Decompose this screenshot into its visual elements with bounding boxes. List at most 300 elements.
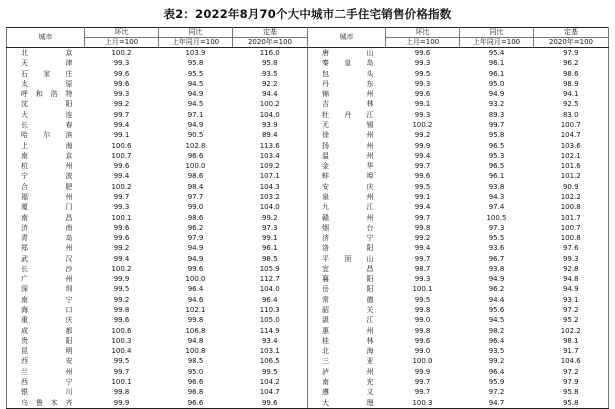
cell-right-mom: 100.2 xyxy=(412,120,433,129)
header-fixed-base-right: 2020年=100 xyxy=(534,38,609,48)
cell-left-yoy: 102.8 xyxy=(185,141,206,150)
cell-right-yoy: 97.3 xyxy=(488,223,505,232)
cell-right-fixed: 104.7 xyxy=(534,130,609,140)
cell-left-mom: 99.2 xyxy=(113,244,130,253)
cell-left-fixed: 106.5 xyxy=(233,356,308,366)
cell-left-fixed: 104.2 xyxy=(233,377,308,387)
cell-right-fixed: 101.2 xyxy=(534,171,609,181)
cell-left-fixed: 99.1 xyxy=(233,233,308,243)
cell-left-yoy: 96.6 xyxy=(159,398,233,409)
cell-right-city: 遵 义 xyxy=(308,387,386,397)
cell-right-mom: 99.4 xyxy=(414,203,431,212)
cell-right-mom: 99.0 xyxy=(414,316,431,325)
cell-right-fixed: 99.3 xyxy=(534,254,609,264)
cell-left-yoy: 94.6 xyxy=(187,295,204,304)
cell-left-fixed: 104.0 xyxy=(233,202,308,212)
cell-right-city: 南 充 xyxy=(308,377,386,387)
cell-right-fixed: 100.7 xyxy=(534,223,609,233)
cell-left-fixed: 116.0 xyxy=(233,48,308,59)
cell-left-mom: 99.6 xyxy=(113,69,130,78)
cell-right-city: 北 海 xyxy=(308,346,386,356)
cell-right-city: 岳 阳 xyxy=(308,284,386,294)
cell-right-yoy: 97.2 xyxy=(488,388,505,397)
table-row xyxy=(7,213,609,223)
cell-right-fixed: 97.9 xyxy=(534,48,609,59)
cell-right-mom: 99.8 xyxy=(414,306,431,315)
cell-right-yoy: 96.4 xyxy=(488,367,505,376)
cell-left-yoy: 97.9 xyxy=(187,234,204,243)
cell-left-city: 银 川 xyxy=(7,387,85,397)
price-index-table xyxy=(6,27,609,409)
cell-left-city: 乌鲁木齐 xyxy=(7,398,85,409)
cell-left-mom: 99.3 xyxy=(113,203,130,212)
cell-right-city: 包 头 xyxy=(308,69,386,79)
cell-left-city: 武 汉 xyxy=(7,254,85,264)
cell-left-city: 石家庄 xyxy=(7,69,85,79)
cell-right-yoy: 96.7 xyxy=(488,254,505,263)
cell-right-fixed: 101.6 xyxy=(534,161,609,171)
cell-left-city: 青 岛 xyxy=(7,233,85,243)
cell-right-city: 吉 林 xyxy=(308,99,386,109)
cell-left-fixed: 105.0 xyxy=(233,315,308,325)
cell-left-yoy: 94.9 xyxy=(187,120,204,129)
cell-right-city: 金 华 xyxy=(308,161,386,171)
table-row xyxy=(7,356,609,366)
cell-right-yoy: 94.7 xyxy=(460,398,534,409)
cell-right-fixed: 100.8 xyxy=(534,202,609,212)
cell-left-fixed: 105.9 xyxy=(233,264,308,274)
cell-left-fixed: 104.0 xyxy=(233,110,308,120)
cell-left-city: 上 海 xyxy=(7,141,85,151)
cell-right-city: 宜 昌 xyxy=(308,264,386,274)
cell-left-city: 北 京 xyxy=(7,48,85,59)
cell-left-mom: 100.6 xyxy=(111,141,132,150)
header-yoy-right: 同比 xyxy=(460,28,534,38)
cell-right-city: 湛 江 xyxy=(308,315,386,325)
cell-right-fixed: 95.2 xyxy=(534,315,609,325)
cell-right-fixed: 95.8 xyxy=(534,398,609,409)
table-row xyxy=(7,58,609,68)
cell-right-mom: 99.3 xyxy=(414,79,431,88)
cell-left-city: 长 沙 xyxy=(7,264,85,274)
cell-right-fixed: 104.6 xyxy=(534,356,609,366)
table-row xyxy=(7,120,609,130)
cell-left-city: 天 津 xyxy=(7,58,85,68)
cell-right-fixed: 98.1 xyxy=(534,336,609,346)
cell-left-mom: 99.6 xyxy=(113,316,130,325)
cell-right-yoy: 99.2 xyxy=(488,357,505,366)
cell-right-mom: 99.5 xyxy=(414,69,431,78)
cell-right-city: 徐 州 xyxy=(308,130,386,140)
cell-right-mom: 99.9 xyxy=(414,367,431,376)
cell-left-city: 南 宁 xyxy=(7,295,85,305)
cell-right-fixed: 98.6 xyxy=(534,69,609,79)
cell-left-fixed: 103.4 xyxy=(233,151,308,161)
table-row xyxy=(7,141,609,151)
cell-right-yoy: 93.5 xyxy=(488,347,505,356)
cell-right-city: 平顶山 xyxy=(308,254,386,264)
cell-right-city: 泉 州 xyxy=(308,192,386,202)
cell-right-yoy: 94.9 xyxy=(488,90,505,99)
table-row xyxy=(7,202,609,212)
cell-left-fixed: 89.4 xyxy=(233,130,308,140)
table-body xyxy=(7,48,609,409)
cell-right-yoy: 96.1 xyxy=(488,172,505,181)
cell-left-yoy: 90.5 xyxy=(187,131,204,140)
cell-right-yoy: 95.3 xyxy=(488,151,505,160)
cell-left-city: 广 州 xyxy=(7,274,85,284)
cell-right-yoy: 93.8 xyxy=(488,182,505,191)
cell-left-city: 海 口 xyxy=(7,305,85,315)
cell-left-fixed: 104.7 xyxy=(233,387,308,397)
cell-left-yoy: 95.5 xyxy=(187,69,204,78)
cell-left-mom: 99.2 xyxy=(113,295,130,304)
cell-left-fixed: 113.6 xyxy=(233,141,308,151)
cell-right-fixed: 102.2 xyxy=(534,326,609,336)
table-row xyxy=(7,130,609,140)
cell-right-mom: 99.8 xyxy=(414,223,431,232)
header-city-left: 城市 xyxy=(7,28,85,48)
cell-left-mom: 99.8 xyxy=(113,306,130,315)
cell-left-city: 杭 州 xyxy=(7,161,85,171)
cell-right-yoy: 95.9 xyxy=(488,378,505,386)
cell-left-fixed: 92.2 xyxy=(233,79,308,89)
cell-right-yoy: 93.2 xyxy=(488,100,505,109)
cell-left-yoy: 98.4 xyxy=(187,182,204,191)
cell-left-city: 呼和浩特 xyxy=(7,89,85,99)
cell-right-mom: 99.0 xyxy=(414,347,431,356)
cell-right-yoy: 94.3 xyxy=(488,192,505,201)
cell-right-mom: 99.2 xyxy=(414,234,431,243)
header-mom-base-right: 上月=100 xyxy=(386,38,460,48)
header-mom-left: 环比 xyxy=(85,28,159,38)
cell-left-yoy: 99.6 xyxy=(187,264,204,273)
cell-right-city: 泸 州 xyxy=(308,367,386,377)
table-row xyxy=(7,336,609,346)
cell-right-yoy: 94.4 xyxy=(488,295,505,304)
cell-left-mom: 99.6 xyxy=(113,162,130,171)
table-row xyxy=(7,192,609,202)
cell-right-mom: 99.9 xyxy=(414,141,431,150)
cell-left-mom: 99.4 xyxy=(113,120,130,129)
cell-right-yoy: 100.5 xyxy=(486,213,507,222)
cell-right-mom: 99.5 xyxy=(414,295,431,304)
table-header xyxy=(7,28,609,48)
cell-left-fixed: 107.1 xyxy=(233,171,308,181)
cell-right-fixed: 102.1 xyxy=(534,151,609,161)
cell-left-fixed: 93.4 xyxy=(233,336,308,346)
cell-right-city: 襄 阳 xyxy=(308,274,386,284)
table-row xyxy=(7,79,609,89)
cell-right-mom: 99.2 xyxy=(414,131,431,140)
cell-right-fixed: 100.7 xyxy=(534,120,609,130)
cell-left-mom: 99.1 xyxy=(113,131,130,140)
header-fixed-right: 定基 xyxy=(534,28,609,38)
cell-left-fixed: 100.2 xyxy=(233,99,308,109)
cell-left-yoy: 96.6 xyxy=(187,151,204,160)
cell-right-yoy: 96.5 xyxy=(488,141,505,150)
cell-right-fixed: 90.9 xyxy=(534,182,609,192)
table-row xyxy=(7,223,609,233)
cell-left-yoy: 100.0 xyxy=(185,275,206,284)
cell-right-mom: 99.7 xyxy=(414,254,431,263)
table-title: 表2：2022年8月70个大中城市二手住宅销售价格指数 xyxy=(163,7,452,21)
cell-left-mom: 99.8 xyxy=(113,388,130,397)
cell-right-mom: 99.6 xyxy=(414,90,431,99)
cell-right-mom: 99.6 xyxy=(414,336,431,345)
cell-right-fixed: 95.8 xyxy=(534,387,609,397)
cell-left-mom: 99.7 xyxy=(113,367,130,376)
cell-left-mom: 100.6 xyxy=(111,326,132,335)
header-fixed-base-left: 2020年=100 xyxy=(233,38,308,48)
cell-left-mom: 99.6 xyxy=(113,234,130,243)
cell-right-fixed: 92.8 xyxy=(534,264,609,274)
cell-right-fixed: 94.1 xyxy=(534,89,609,99)
cell-left-yoy: 96.6 xyxy=(187,378,204,386)
cell-left-mom: 99.6 xyxy=(113,223,130,232)
table-row xyxy=(7,110,609,120)
cell-left-yoy: 95.8 xyxy=(187,59,204,68)
cell-left-yoy: 102.1 xyxy=(185,306,206,315)
cell-right-city: 常 德 xyxy=(308,295,386,305)
cell-left-fixed: 103.2 xyxy=(233,192,308,202)
cell-right-city: 丹 东 xyxy=(308,79,386,89)
cell-right-fixed: 94.8 xyxy=(534,274,609,284)
cell-left-fixed: 109.2 xyxy=(233,161,308,171)
cell-left-mom: 100.7 xyxy=(111,151,132,160)
cell-right-fixed: 94.9 xyxy=(534,284,609,294)
cell-left-city: 西 安 xyxy=(7,356,85,366)
cell-right-yoy: 93.6 xyxy=(488,244,505,253)
cell-left-city: 重 庆 xyxy=(7,315,85,325)
cell-right-mom: 99.3 xyxy=(414,110,431,119)
table-row xyxy=(7,48,609,59)
cell-right-yoy: 98.2 xyxy=(488,326,505,335)
cell-left-yoy: 95.0 xyxy=(187,367,204,376)
cell-right-city: 牡丹江 xyxy=(308,110,386,120)
cell-left-fixed: 110.3 xyxy=(233,305,308,315)
cell-left-city: 昆 明 xyxy=(7,346,85,356)
cell-right-mom: 99.1 xyxy=(414,192,431,201)
cell-left-city: 厦 门 xyxy=(7,202,85,212)
cell-right-mom: 99.7 xyxy=(414,162,431,171)
cell-left-mom: 99.5 xyxy=(113,357,130,366)
cell-right-fixed: 102.2 xyxy=(534,192,609,202)
cell-left-fixed: 104.3 xyxy=(233,182,308,192)
cell-right-fixed: 93.1 xyxy=(534,295,609,305)
cell-left-fixed: 112.7 xyxy=(233,274,308,284)
cell-left-fixed: 98.5 xyxy=(233,254,308,264)
cell-right-fixed: 97.6 xyxy=(534,243,609,253)
cell-right-fixed: 98.9 xyxy=(534,79,609,89)
cell-left-yoy: 98.5 xyxy=(187,357,204,366)
cell-right-mom: 99.6 xyxy=(414,49,431,57)
cell-right-city: 桂 林 xyxy=(308,336,386,346)
cell-right-yoy: 96.4 xyxy=(488,336,505,345)
cell-left-mom: 100.3 xyxy=(111,336,132,345)
cell-right-fixed: 97.9 xyxy=(534,377,609,387)
cell-right-yoy: 97.4 xyxy=(488,203,505,212)
cell-left-yoy: 103.9 xyxy=(185,49,206,57)
cell-left-city: 哈尔滨 xyxy=(7,130,85,140)
cell-left-fixed: 96.4 xyxy=(233,295,308,305)
cell-right-fixed: 83.0 xyxy=(534,110,609,120)
table-row xyxy=(7,182,609,192)
cell-left-fixed: 93.5 xyxy=(233,69,308,79)
cell-right-city: 安 庆 xyxy=(308,182,386,192)
cell-left-mom: 100.1 xyxy=(111,378,132,386)
table-row xyxy=(7,284,609,294)
table-row xyxy=(7,254,609,264)
cell-right-city: 三 亚 xyxy=(308,356,386,366)
cell-left-fixed: 95.8 xyxy=(233,58,308,68)
cell-right-mom: 99.6 xyxy=(414,172,431,181)
cell-left-fixed: 96.1 xyxy=(233,243,308,253)
cell-left-mom: 100.1 xyxy=(111,213,132,222)
table-row xyxy=(7,305,609,315)
cell-right-city: 唐 山 xyxy=(308,48,386,59)
cell-right-mom: 99.5 xyxy=(414,182,431,191)
cell-right-yoy: 96.2 xyxy=(488,285,505,294)
cell-left-mom: 99.2 xyxy=(113,100,130,109)
cell-right-mom: 99.7 xyxy=(414,388,431,397)
cell-left-yoy: 98.6 xyxy=(187,172,204,181)
header-mom-right: 环比 xyxy=(386,28,460,38)
cell-left-fixed: 97.3 xyxy=(233,223,308,233)
cell-right-mom: 99.8 xyxy=(414,326,431,335)
table-row xyxy=(7,398,609,409)
cell-right-city: 韶 关 xyxy=(308,305,386,315)
cell-right-city: 扬 州 xyxy=(308,141,386,151)
cell-right-yoy: 95.0 xyxy=(488,79,505,88)
cell-right-fixed: 92.5 xyxy=(534,99,609,109)
cell-right-mom: 99.7 xyxy=(414,378,431,386)
cell-left-city: 济 南 xyxy=(7,223,85,233)
table-row xyxy=(7,367,609,377)
table-row xyxy=(7,151,609,161)
cell-left-city: 大 连 xyxy=(7,110,85,120)
cell-right-city: 温 州 xyxy=(308,151,386,161)
cell-right-yoy: 94.5 xyxy=(488,316,505,325)
cell-right-mom: 99.3 xyxy=(414,275,431,284)
cell-left-city: 福 州 xyxy=(7,192,85,202)
cell-left-mom: 99.7 xyxy=(113,192,130,201)
cell-right-mom: 100.3 xyxy=(386,398,460,409)
cell-right-mom: 99.4 xyxy=(414,244,431,253)
cell-left-city: 南 京 xyxy=(7,151,85,161)
cell-right-yoy: 96.1 xyxy=(488,69,505,78)
cell-left-fixed: 103.1 xyxy=(233,346,308,356)
cell-right-yoy: 95.6 xyxy=(488,306,505,315)
cell-right-yoy: 99.7 xyxy=(488,120,505,129)
cell-left-fixed: 99.2 xyxy=(233,213,308,223)
table-row xyxy=(7,326,609,336)
cell-left-fixed: 104.0 xyxy=(233,284,308,294)
cell-left-city: 合 肥 xyxy=(7,182,85,192)
table-row xyxy=(7,264,609,274)
cell-left-yoy: 94.8 xyxy=(187,336,204,345)
cell-left-city: 成 都 xyxy=(7,326,85,336)
cell-left-yoy: 99.0 xyxy=(187,203,204,212)
cell-right-yoy: 95.4 xyxy=(488,49,505,57)
cell-left-city: 沈 阳 xyxy=(7,99,85,109)
table-row xyxy=(7,377,609,387)
table-row xyxy=(7,161,609,171)
header-yoy-left: 同比 xyxy=(159,28,233,38)
cell-left-yoy: 98.6 xyxy=(187,213,204,222)
header-city-right: 城市 xyxy=(308,28,386,48)
cell-right-city: 惠 州 xyxy=(308,326,386,336)
cell-right-city: 九 江 xyxy=(308,202,386,212)
cell-left-mom: 100.2 xyxy=(111,264,132,273)
cell-left-yoy: 96.2 xyxy=(187,223,204,232)
cell-left-mom: 99.6 xyxy=(113,79,130,88)
cell-left-city: 西 宁 xyxy=(7,377,85,387)
cell-left-city: 长 春 xyxy=(7,120,85,130)
cell-left-mom: 99.9 xyxy=(113,275,130,284)
cell-right-city: 济 宁 xyxy=(308,233,386,243)
table-row xyxy=(7,69,609,79)
cell-right-yoy: 93.8 xyxy=(488,264,505,273)
cell-left-yoy: 96.4 xyxy=(187,285,204,294)
cell-right-city: 锦 州 xyxy=(308,89,386,99)
cell-left-fixed: 114.9 xyxy=(233,326,308,336)
cell-right-yoy: 89.3 xyxy=(488,110,505,119)
cell-right-city: 蚌 埠 xyxy=(308,171,386,181)
cell-right-fixed: 91.7 xyxy=(534,346,609,356)
cell-left-yoy: 94.5 xyxy=(187,100,204,109)
cell-left-yoy: 97.1 xyxy=(187,110,204,119)
cell-left-city: 宁 波 xyxy=(7,171,85,181)
cell-left-city: 南 昌 xyxy=(7,213,85,223)
header-mom-base-left: 上月=100 xyxy=(85,38,159,48)
cell-right-yoy: 95.8 xyxy=(488,131,505,140)
cell-left-city: 贵 阳 xyxy=(7,336,85,346)
cell-left-city: 深 圳 xyxy=(7,284,85,294)
cell-left-fixed: 99.6 xyxy=(233,398,308,409)
cell-right-mom: 99.1 xyxy=(414,100,431,109)
cell-right-yoy: 94.9 xyxy=(488,275,505,284)
table-row xyxy=(7,99,609,109)
table-row xyxy=(7,233,609,243)
cell-left-mom: 99.7 xyxy=(113,110,130,119)
cell-left-yoy: 106.8 xyxy=(185,326,206,335)
table-row xyxy=(7,295,609,305)
table-row xyxy=(7,171,609,181)
cell-left-yoy: 99.8 xyxy=(187,316,204,325)
cell-left-yoy: 94.9 xyxy=(187,244,204,253)
cell-left-yoy: 100.0 xyxy=(185,162,206,171)
cell-right-fixed: 97.2 xyxy=(534,367,609,377)
table-row xyxy=(7,89,609,99)
cell-left-mom: 99.3 xyxy=(113,59,130,68)
cell-right-mom: 100.0 xyxy=(412,357,433,366)
table-row xyxy=(7,387,609,397)
cell-right-fixed: 97.2 xyxy=(534,305,609,315)
cell-left-city: 兰 州 xyxy=(7,367,85,377)
cell-left-mom: 99.5 xyxy=(113,285,130,294)
cell-right-fixed: 96.2 xyxy=(534,58,609,68)
cell-right-mom: 100.1 xyxy=(412,285,433,294)
cell-right-city: 洛 阳 xyxy=(308,243,386,253)
table-row xyxy=(7,346,609,356)
cell-left-mom: 99.4 xyxy=(113,172,130,181)
cell-right-yoy: 95.5 xyxy=(488,234,505,243)
cell-right-mom: 98.7 xyxy=(414,264,431,273)
cell-left-city: 太 原 xyxy=(7,79,85,89)
cell-left-mom: 100.2 xyxy=(111,182,132,191)
cell-right-city: 无 锡 xyxy=(308,120,386,130)
